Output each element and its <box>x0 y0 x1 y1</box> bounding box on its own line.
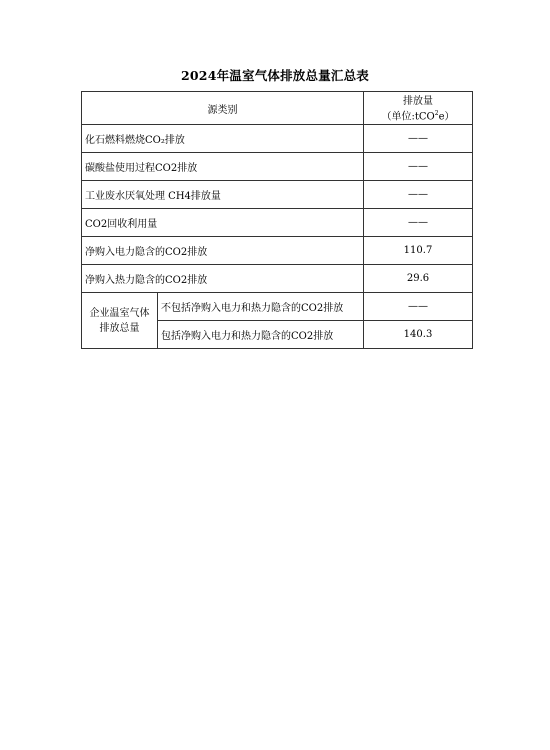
sub-row-label: 不包括净购入电力和热力隐含的CO2排放 <box>158 293 364 321</box>
table-row <box>82 265 473 293</box>
total-group-label: 企业温室气体排放总量 <box>82 293 158 349</box>
row-value: —— <box>364 153 473 181</box>
row-label: CO2回收利用量 <box>82 209 364 237</box>
header-unit-sup: 2 <box>434 110 439 117</box>
row-value: —— <box>364 181 473 209</box>
row-value: —— <box>364 209 473 237</box>
header-emissions-label: 排放量 <box>403 96 433 107</box>
row-label: 工业废水厌氧处理 CH4排放量 <box>82 181 364 209</box>
document-title: 2024年温室气体排放总量汇总表 <box>181 68 369 83</box>
table-row-total-excluding <box>82 293 473 321</box>
row-value: 29.6 <box>364 265 473 293</box>
sub-row-value: —— <box>364 293 473 321</box>
row-label: 化石燃料燃烧CO₂排放 <box>82 125 364 153</box>
table-row <box>82 181 473 209</box>
table-row <box>82 125 473 153</box>
table-row <box>82 153 473 181</box>
sub-row-label: 包括净购入电力和热力隐含的CO2排放 <box>158 321 364 349</box>
row-label: 净购入电力隐含的CO2排放 <box>82 237 364 265</box>
table-row <box>82 209 473 237</box>
row-label: 净购入热力隐含的CO2排放 <box>82 265 364 293</box>
table-row <box>82 237 473 265</box>
header-emissions <box>364 92 473 125</box>
row-value: —— <box>364 125 473 153</box>
sub-row-value: 140.3 <box>364 321 473 349</box>
header-unit-suffix: e） <box>438 111 455 123</box>
row-value: 110.7 <box>364 237 473 265</box>
emissions-summary-table <box>81 91 473 349</box>
table-header-row <box>82 92 473 125</box>
header-unit <box>367 107 469 124</box>
header-source-category: 源类别 <box>82 92 364 125</box>
header-unit-prefix: （单位:tCO <box>381 111 435 123</box>
row-label: 碳酸盐使用过程CO2排放 <box>82 153 364 181</box>
